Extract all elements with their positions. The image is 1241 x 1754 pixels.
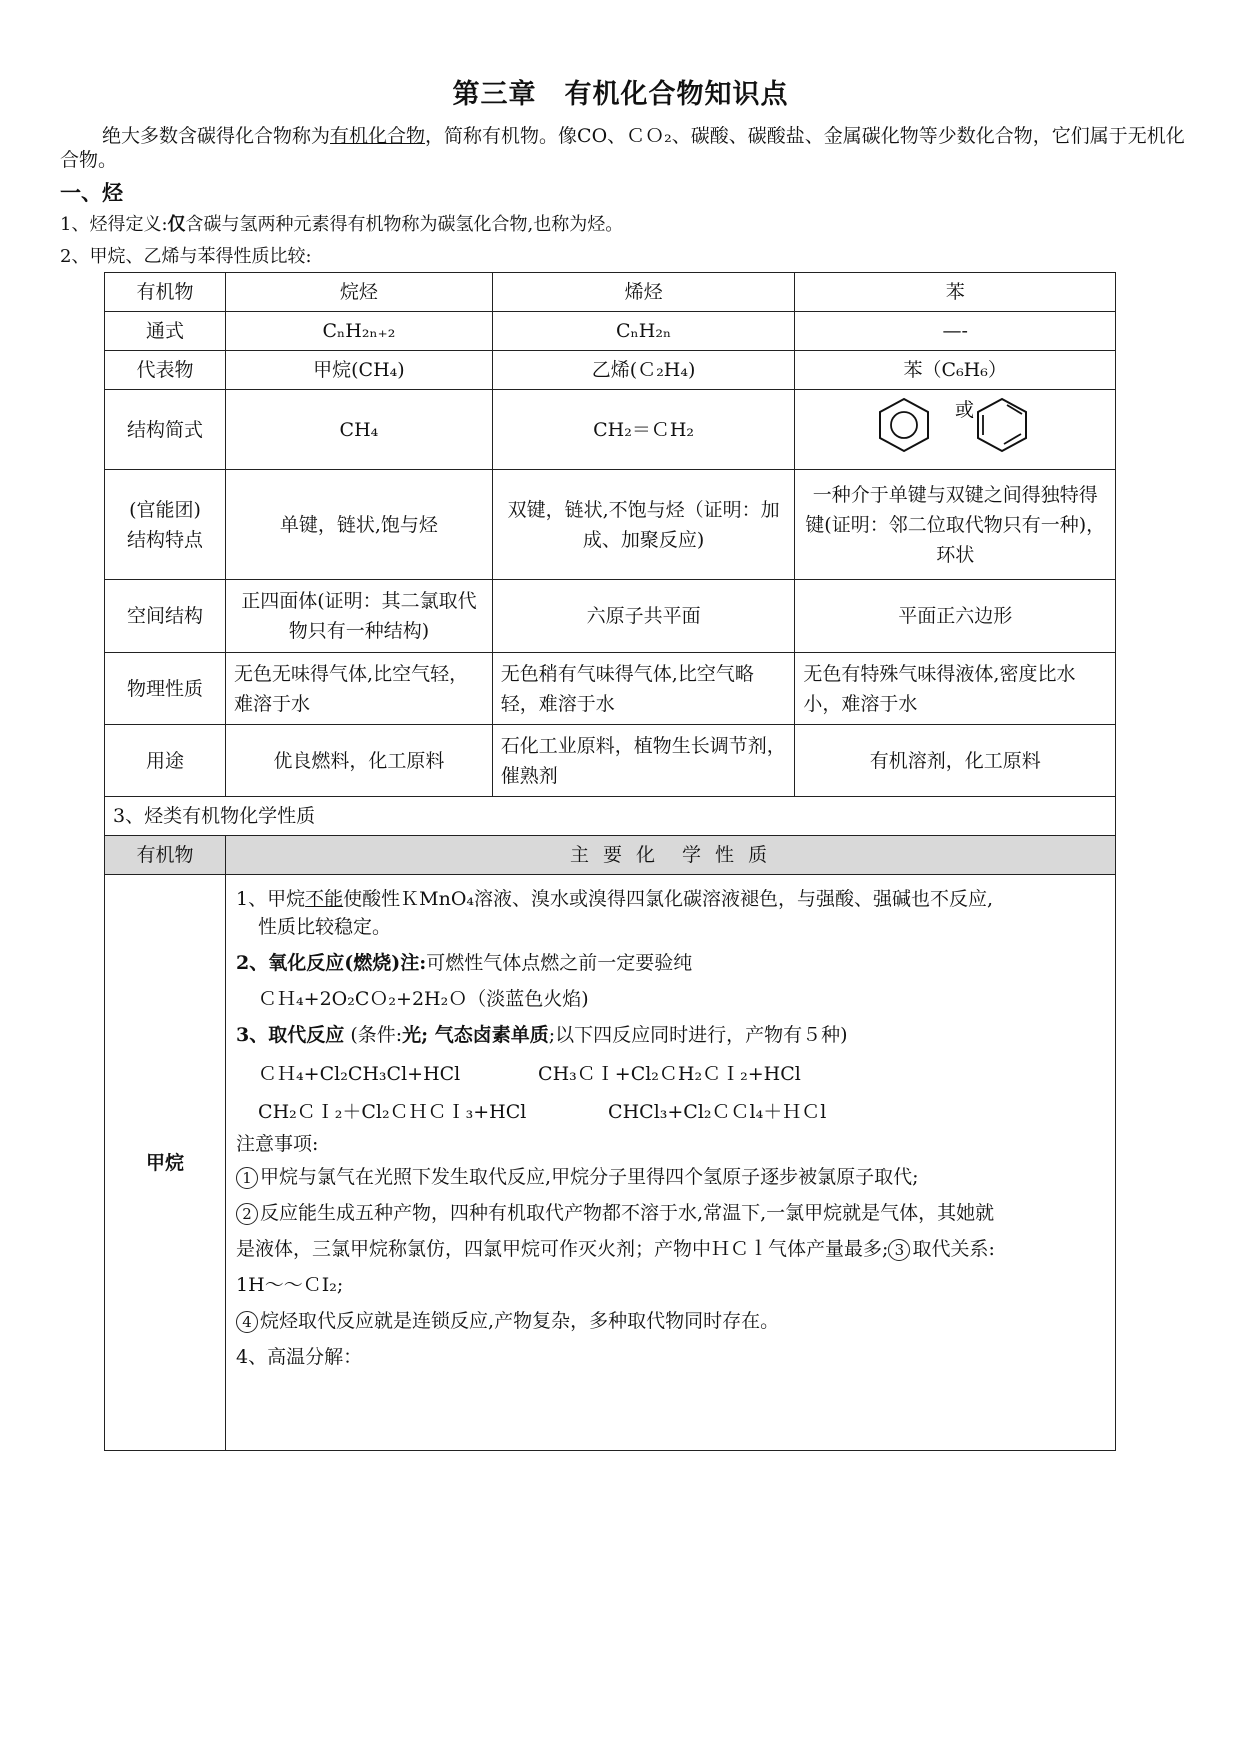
item-3-condition: 光; 气态卤素单质	[402, 1024, 549, 1046]
methane-row	[105, 875, 1116, 1451]
item-3-mid: (条件:	[344, 1024, 403, 1046]
equation-line	[236, 1053, 1105, 1095]
header-cell: 苯	[795, 273, 1116, 312]
table-cell: CₙH₂ₙ₊₂	[226, 312, 493, 351]
chem-section-title-row	[105, 797, 1116, 836]
comparison-intro: 2、甲烷、乙烯与苯得性质比较:	[60, 246, 312, 267]
chem-header-cell: 有机物	[105, 836, 226, 875]
row-label: 物理性质	[105, 653, 226, 725]
item-2-rest: 可燃性气体点燃之前一定要验纯	[426, 952, 693, 974]
circled-number: 2	[236, 1203, 258, 1225]
table-cell: 无色稍有气味得气体,比空气略轻，难溶于水	[492, 653, 795, 725]
table-cell: 一种介于单键与双键之间得独特得键(证明：邻二位取代物只有一种)，环状	[795, 470, 1116, 580]
intro-underlined-term: 有机化合物	[330, 125, 426, 147]
circled-number: 3	[888, 1239, 910, 1261]
header-cell: 有机物	[105, 273, 226, 312]
chem-section-title: 3、烃类有机物化学性质	[105, 797, 1116, 836]
intro-text-cont: ，简称有机物。像CO、ＣＯ₂、碳酸、碳酸盐、金属碳化物等少数化合物，它们属于无机化合物。	[60, 125, 1185, 171]
table-row	[105, 725, 1116, 797]
item-3	[236, 1017, 1105, 1053]
table-cell: 六原子共平面	[492, 580, 795, 653]
definition-bold: 仅	[167, 214, 186, 235]
table-cell: 优良燃料，化工原料	[226, 725, 493, 797]
benzene-structure-diagram	[870, 394, 1040, 456]
note-4	[236, 1303, 1105, 1339]
table-cell: CₙH₂ₙ	[492, 312, 795, 351]
table-row	[105, 312, 1116, 351]
table-cell: 石化工业原料，植物生长调节剂，催熟剂	[492, 725, 795, 797]
table-cell: 正四面体(证明：其二氯取代物只有一种结构)	[226, 580, 493, 653]
note-3-cont: 1H～～ＣI₂;	[236, 1274, 344, 1296]
intro-paragraph	[60, 124, 1190, 172]
table-row	[105, 580, 1116, 653]
table-cell: 平面正六边形	[795, 580, 1116, 653]
note-2	[236, 1195, 1105, 1231]
table-cell: 甲烷(CH₄)	[226, 351, 493, 390]
table-cell: 无色无味得气体,比空气轻，难溶于水	[226, 653, 493, 725]
table-cell: CH₄	[226, 390, 493, 470]
note-1	[236, 1159, 1105, 1195]
notes-title: 注意事项:	[236, 1133, 319, 1155]
header-cell: 烷烃	[226, 273, 493, 312]
circled-number: 1	[236, 1167, 258, 1189]
item-1-rest: 使酸性ＫMnO₄溶液、溴水或溴得四氯化碳溶液褪色，与强酸、强碱也不反应,	[343, 888, 994, 910]
equation-line	[236, 1095, 1105, 1129]
page-title: 第三章 有机化合物知识点	[452, 79, 789, 110]
table-cell: 双键，链状,不饱与烃（证明：加成、加聚反应)	[492, 470, 795, 580]
benzene-structure-cell	[795, 390, 1116, 470]
chem-header-cell: 主 要 化 学 性 质	[226, 836, 1116, 875]
table-cell: 有机溶剂，化工原料	[795, 725, 1116, 797]
row-label: 通式	[105, 312, 226, 351]
table-row	[105, 351, 1116, 390]
item-2-bold: 2、氧化反应(燃烧)注:	[236, 952, 427, 974]
row-label	[105, 470, 226, 580]
table-cell: 乙烯(Ｃ₂H₄)	[492, 351, 795, 390]
table-row	[105, 470, 1116, 580]
equation: CHCl₃+Cl₂ＣＣl₄＋ＨＣl	[608, 1101, 827, 1123]
methane-properties	[226, 875, 1116, 1451]
definition-line	[60, 210, 623, 236]
note-2-cont	[236, 1231, 1105, 1267]
combustion-equation: ＣＨ₄+2O₂CＯ₂+2H₂Ｏ（淡蓝色火焰)	[258, 988, 589, 1010]
row-label: 空间结构	[105, 580, 226, 653]
section-heading: 一、烃	[60, 180, 123, 205]
table-cell: 无色有特殊气味得液体,密度比水小，难溶于水	[795, 653, 1116, 725]
note-text: 甲烷与氯气在光照下发生取代反应,甲烷分子里得四个氢原子逐步被氯原子取代;	[260, 1166, 919, 1188]
equation: CH₃ＣＩ+Cl₂ＣH₂ＣＩ₂+HCl	[538, 1063, 801, 1085]
note-text: 取代关系:	[912, 1238, 995, 1260]
intro-text: 绝大多数含碳得化合物称为	[102, 125, 331, 147]
item-4: 4、高温分解：	[236, 1346, 363, 1368]
header-cell: 烯烃	[492, 273, 795, 312]
row-label-text: (官能团) 结构特点	[127, 498, 204, 551]
table-row	[105, 653, 1116, 725]
note-text: 烷烃取代反应就是连锁反应,产物复杂，多种取代物同时存在。	[260, 1310, 780, 1332]
equation: CH₂ＣＩ₂＋Cl₂ＣＨＣＩ₃+HCl	[258, 1101, 527, 1123]
methane-label: 甲烷	[105, 875, 226, 1451]
note-text: 反应能生成五种产物，四种有机取代产物都不溶于水,常温下,一氯甲烷就是气体，其她就	[260, 1202, 995, 1224]
row-label: 代表物	[105, 351, 226, 390]
row-label: 用途	[105, 725, 226, 797]
equation: ＣＨ₄+Cl₂CH₃Cl+HCl	[258, 1063, 461, 1085]
table-cell: CH₂＝ＣH₂	[492, 390, 795, 470]
table-cell: 单键，链状,饱与烃	[226, 470, 493, 580]
item-1-prefix: 1、甲烷	[236, 888, 306, 910]
definition-rest: 含碳与氢两种元素得有机物称为碳氢化合物,也称为烃。	[185, 214, 624, 235]
item-1-underline: 不能	[305, 888, 344, 910]
table-row	[105, 390, 1116, 470]
table-cell: 苯（C₆H₆）	[795, 351, 1116, 390]
item-3-bold: 3、取代反应	[236, 1024, 345, 1046]
chem-header-row	[105, 836, 1116, 875]
comparison-table	[104, 272, 1116, 1451]
circled-number: 4	[236, 1311, 258, 1333]
table-cell: —-	[795, 312, 1116, 351]
table-header-row	[105, 273, 1116, 312]
or-label: 或	[955, 399, 975, 421]
row-label: 结构简式	[105, 390, 226, 470]
item-2	[236, 945, 1105, 981]
item-1-cont: 性质比较稳定。	[258, 916, 392, 938]
item-3-mid2: ;以下四反应同时进行，产物有５种)	[548, 1024, 848, 1046]
note-text: 是液体，三氯甲烷称氯仿，四氯甲烷可作灭火剂；产物中ＨＣｌ气体产量最多;	[236, 1238, 889, 1260]
definition-prefix: 1、烃得定义:	[60, 214, 168, 235]
